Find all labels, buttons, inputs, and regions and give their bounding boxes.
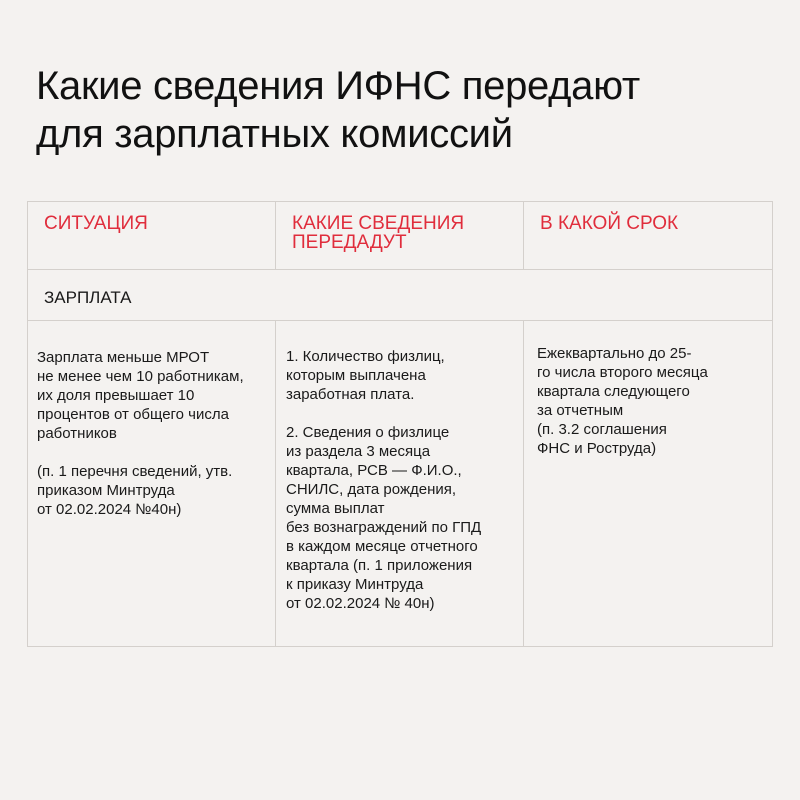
paragraph-gap xyxy=(276,404,523,423)
section-label: ЗАРПЛАТА xyxy=(44,288,132,307)
cell-info xyxy=(276,321,524,647)
deadline-text: Ежеквартально до 25- го числа второго месяца квартала следующего за отчетным (п. 3.2 соглашения ФНС и Роструда) xyxy=(537,345,708,457)
header-deadline-label: В КАКОЙ СРОК xyxy=(540,213,679,234)
header-situation-label: СИТУАЦИЯ xyxy=(44,213,148,234)
section-row xyxy=(28,270,773,321)
table-row xyxy=(28,321,773,647)
paragraph-gap xyxy=(28,443,275,462)
situation-text: Зарплата меньше МРОТ не менее чем 10 работникам, их доля превышает 10 процентов от общего числа работников xyxy=(37,349,244,442)
header-info xyxy=(276,202,524,270)
page-title: Какие сведения ИФНС передают для зарплатных комиссий xyxy=(36,64,640,156)
table-header-row xyxy=(28,202,773,270)
info-item-1: 1. Количество физлиц, которым выплачена заработная плата. xyxy=(286,348,445,403)
cell-situation xyxy=(28,321,276,647)
situation-reference: (п. 1 перечня сведений, утв. приказом Минтруда от 02.02.2024 №40н) xyxy=(37,463,233,518)
info-item-2: 2. Сведения о физлице из раздела 3 месяца квартала, РСВ — Ф.И.О., СНИЛС, дата рождения, сумма выплат без вознаграждений по ГПД в каждом месяце отчетного квартала (п. 1 приложения к приказу Минтруда от 02.02.2024 № 40н) xyxy=(286,424,482,612)
header-info-label: КАКИЕ СВЕДЕНИЯ ПЕРЕДАДУТ xyxy=(292,213,465,253)
info-table xyxy=(27,201,773,647)
header-deadline xyxy=(524,202,773,270)
header-situation xyxy=(28,202,276,270)
cell-deadline xyxy=(524,321,773,647)
section-cell xyxy=(28,270,773,321)
